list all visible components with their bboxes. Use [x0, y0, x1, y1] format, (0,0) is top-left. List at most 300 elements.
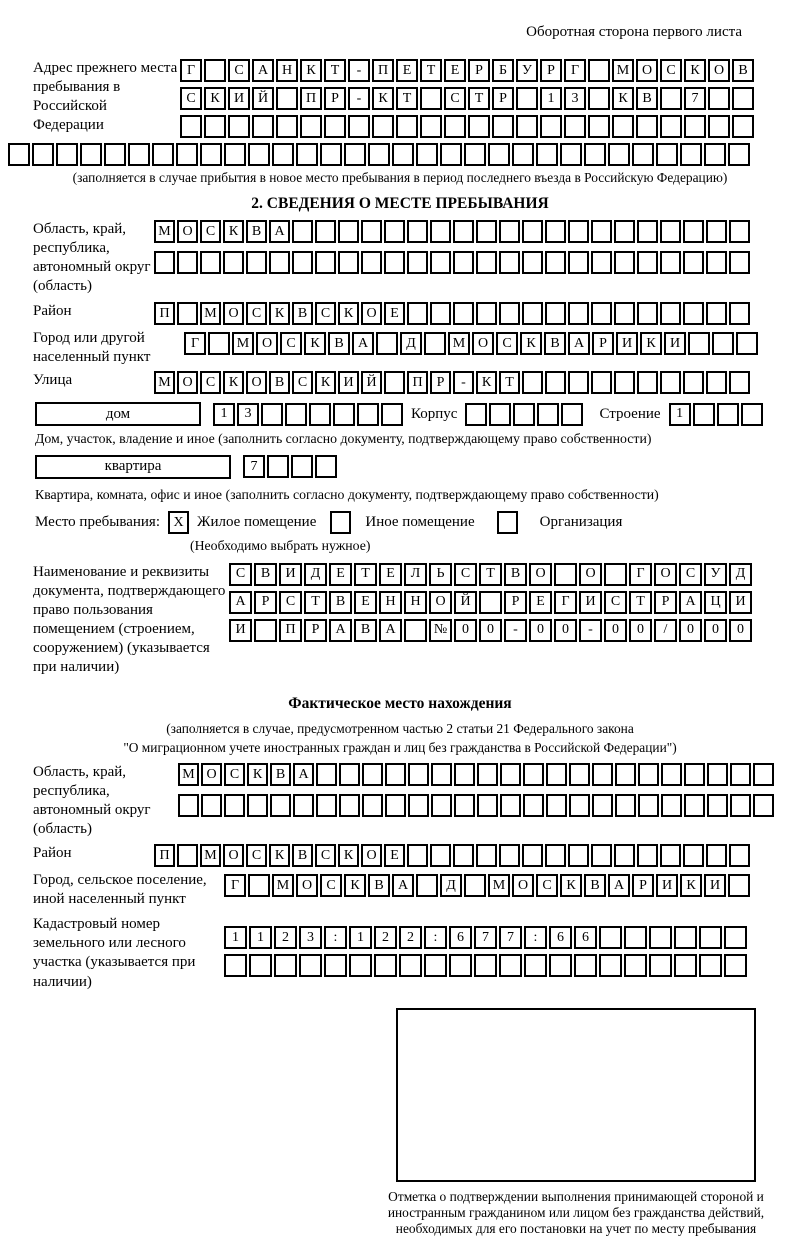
char-cell[interactable] [224, 954, 247, 977]
char-cell[interactable] [638, 794, 659, 817]
char-cell[interactable] [536, 143, 558, 166]
char-cell[interactable] [561, 403, 583, 426]
char-cell[interactable]: И [229, 619, 252, 642]
char-cell[interactable]: С [292, 371, 313, 394]
char-cell[interactable]: Р [654, 591, 677, 614]
char-cell[interactable] [453, 220, 474, 243]
document-row-2[interactable] [229, 591, 754, 614]
actual-district-row[interactable] [154, 844, 752, 867]
char-cell[interactable]: О [361, 302, 382, 325]
char-cell[interactable] [376, 332, 398, 355]
char-cell[interactable] [614, 220, 635, 243]
char-cell[interactable]: М [178, 763, 199, 786]
char-cell[interactable] [684, 763, 705, 786]
char-cell[interactable] [656, 143, 678, 166]
char-cell[interactable] [522, 220, 543, 243]
char-cell[interactable] [568, 251, 589, 274]
char-cell[interactable] [660, 220, 681, 243]
char-cell[interactable]: О [246, 371, 267, 394]
char-cell[interactable]: М [154, 220, 175, 243]
char-cell[interactable]: К [476, 371, 497, 394]
char-cell[interactable] [614, 251, 635, 274]
char-cell[interactable] [693, 403, 715, 426]
char-cell[interactable]: Т [420, 59, 442, 82]
char-cell[interactable] [637, 302, 658, 325]
char-cell[interactable]: Й [454, 591, 477, 614]
char-cell[interactable]: В [732, 59, 754, 82]
char-cell[interactable] [368, 143, 390, 166]
char-cell[interactable]: К [520, 332, 542, 355]
prev-address-row-1[interactable] [180, 59, 756, 82]
char-cell[interactable]: Т [499, 371, 520, 394]
char-cell[interactable] [408, 794, 429, 817]
char-cell[interactable]: К [269, 302, 290, 325]
char-cell[interactable] [154, 251, 175, 274]
char-cell[interactable]: Р [304, 619, 327, 642]
char-cell[interactable] [464, 143, 486, 166]
char-cell[interactable] [545, 371, 566, 394]
char-cell[interactable]: И [579, 591, 602, 614]
char-cell[interactable] [293, 794, 314, 817]
char-cell[interactable]: : [524, 926, 547, 949]
char-cell[interactable] [392, 143, 414, 166]
char-cell[interactable] [292, 251, 313, 274]
char-cell[interactable]: С [279, 591, 302, 614]
char-cell[interactable] [309, 403, 331, 426]
char-cell[interactable] [324, 115, 346, 138]
char-cell[interactable]: В [254, 563, 277, 586]
char-cell[interactable] [407, 251, 428, 274]
char-cell[interactable] [152, 143, 174, 166]
char-cell[interactable]: С [180, 87, 202, 110]
city-row[interactable] [184, 332, 760, 355]
char-cell[interactable] [261, 403, 283, 426]
char-cell[interactable]: С [229, 563, 252, 586]
char-cell[interactable] [636, 115, 658, 138]
char-cell[interactable] [276, 87, 298, 110]
char-cell[interactable]: М [200, 844, 221, 867]
char-cell[interactable] [223, 251, 244, 274]
char-cell[interactable] [637, 844, 658, 867]
char-cell[interactable]: К [223, 371, 244, 394]
char-cell[interactable] [474, 954, 497, 977]
char-cell[interactable]: А [568, 332, 590, 355]
char-cell[interactable]: 1 [249, 926, 272, 949]
char-cell[interactable]: Д [729, 563, 752, 586]
apartment-number-cells[interactable] [243, 455, 339, 478]
char-cell[interactable]: С [200, 371, 221, 394]
char-cell[interactable] [440, 143, 462, 166]
char-cell[interactable] [638, 763, 659, 786]
char-cell[interactable] [683, 302, 704, 325]
char-cell[interactable] [706, 844, 727, 867]
char-cell[interactable]: 6 [549, 926, 572, 949]
char-cell[interactable] [499, 251, 520, 274]
char-cell[interactable]: Г [554, 591, 577, 614]
char-cell[interactable]: 7 [499, 926, 522, 949]
char-cell[interactable] [615, 794, 636, 817]
char-cell[interactable]: С [320, 874, 342, 897]
char-cell[interactable] [416, 874, 438, 897]
char-cell[interactable] [430, 302, 451, 325]
char-cell[interactable] [420, 87, 442, 110]
char-cell[interactable] [374, 954, 397, 977]
char-cell[interactable] [706, 371, 727, 394]
char-cell[interactable] [660, 371, 681, 394]
char-cell[interactable]: 1 [349, 926, 372, 949]
char-cell[interactable] [299, 954, 322, 977]
char-cell[interactable] [729, 844, 750, 867]
char-cell[interactable]: 7 [243, 455, 265, 478]
char-cell[interactable]: П [279, 619, 302, 642]
char-cell[interactable]: Н [276, 59, 298, 82]
char-cell[interactable]: П [300, 87, 322, 110]
char-cell[interactable]: 0 [604, 619, 627, 642]
char-cell[interactable] [500, 763, 521, 786]
char-cell[interactable]: 3 [299, 926, 322, 949]
char-cell[interactable]: И [279, 563, 302, 586]
char-cell[interactable] [584, 143, 606, 166]
char-cell[interactable] [717, 403, 739, 426]
char-cell[interactable] [267, 455, 289, 478]
char-cell[interactable]: Е [379, 563, 402, 586]
char-cell[interactable] [707, 794, 728, 817]
char-cell[interactable]: Г [629, 563, 652, 586]
char-cell[interactable] [632, 143, 654, 166]
char-cell[interactable]: В [246, 220, 267, 243]
char-cell[interactable] [320, 143, 342, 166]
char-cell[interactable] [704, 143, 726, 166]
char-cell[interactable] [200, 251, 221, 274]
char-cell[interactable] [599, 926, 622, 949]
char-cell[interactable] [333, 403, 355, 426]
char-cell[interactable]: Т [396, 87, 418, 110]
char-cell[interactable] [361, 220, 382, 243]
char-cell[interactable]: Е [329, 563, 352, 586]
char-cell[interactable] [741, 403, 763, 426]
char-cell[interactable] [104, 143, 126, 166]
char-cell[interactable]: И [664, 332, 686, 355]
char-cell[interactable] [338, 220, 359, 243]
char-cell[interactable] [592, 794, 613, 817]
char-cell[interactable] [430, 220, 451, 243]
char-cell[interactable]: С [536, 874, 558, 897]
char-cell[interactable] [316, 763, 337, 786]
char-cell[interactable] [569, 763, 590, 786]
char-cell[interactable] [732, 115, 754, 138]
char-cell[interactable]: С [315, 302, 336, 325]
prev-address-row-4[interactable] [8, 143, 800, 166]
char-cell[interactable] [201, 794, 222, 817]
char-cell[interactable] [699, 926, 722, 949]
char-cell[interactable] [516, 115, 538, 138]
char-cell[interactable] [479, 591, 502, 614]
char-cell[interactable]: О [177, 371, 198, 394]
char-cell[interactable]: Р [492, 87, 514, 110]
char-cell[interactable] [32, 143, 54, 166]
char-cell[interactable] [300, 115, 322, 138]
char-cell[interactable]: Т [629, 591, 652, 614]
char-cell[interactable] [730, 794, 751, 817]
char-cell[interactable] [523, 763, 544, 786]
char-cell[interactable]: Г [184, 332, 206, 355]
char-cell[interactable] [660, 87, 682, 110]
char-cell[interactable]: С [315, 844, 336, 867]
char-cell[interactable] [545, 220, 566, 243]
char-cell[interactable] [500, 794, 521, 817]
char-cell[interactable] [316, 794, 337, 817]
char-cell[interactable]: О [296, 874, 318, 897]
char-cell[interactable] [315, 220, 336, 243]
char-cell[interactable]: Р [254, 591, 277, 614]
char-cell[interactable]: К [300, 59, 322, 82]
char-cell[interactable]: У [704, 563, 727, 586]
char-cell[interactable]: Е [444, 59, 466, 82]
char-cell[interactable]: С [660, 59, 682, 82]
char-cell[interactable] [615, 763, 636, 786]
char-cell[interactable] [614, 844, 635, 867]
char-cell[interactable] [516, 87, 538, 110]
char-cell[interactable] [270, 794, 291, 817]
char-cell[interactable] [80, 143, 102, 166]
char-cell[interactable]: М [272, 874, 294, 897]
char-cell[interactable] [545, 844, 566, 867]
char-cell[interactable] [728, 874, 750, 897]
char-cell[interactable] [568, 844, 589, 867]
char-cell[interactable] [468, 115, 490, 138]
char-cell[interactable] [706, 302, 727, 325]
char-cell[interactable] [732, 87, 754, 110]
char-cell[interactable]: Д [304, 563, 327, 586]
document-row-3[interactable] [229, 619, 754, 642]
char-cell[interactable]: П [154, 844, 175, 867]
char-cell[interactable]: Л [404, 563, 427, 586]
char-cell[interactable]: - [504, 619, 527, 642]
char-cell[interactable]: М [154, 371, 175, 394]
char-cell[interactable]: : [424, 926, 447, 949]
char-cell[interactable] [407, 220, 428, 243]
char-cell[interactable] [624, 926, 647, 949]
char-cell[interactable]: О [177, 220, 198, 243]
char-cell[interactable] [384, 251, 405, 274]
char-cell[interactable]: 1 [669, 403, 691, 426]
char-cell[interactable]: В [329, 591, 352, 614]
char-cell[interactable]: 7 [474, 926, 497, 949]
char-cell[interactable]: А [252, 59, 274, 82]
char-cell[interactable] [683, 844, 704, 867]
char-cell[interactable] [477, 763, 498, 786]
char-cell[interactable] [177, 844, 198, 867]
char-cell[interactable]: К [315, 371, 336, 394]
char-cell[interactable] [540, 115, 562, 138]
char-cell[interactable]: А [229, 591, 252, 614]
char-cell[interactable] [688, 332, 710, 355]
char-cell[interactable] [204, 115, 226, 138]
char-cell[interactable]: М [448, 332, 470, 355]
region-row-2[interactable] [154, 251, 752, 274]
char-cell[interactable] [178, 794, 199, 817]
char-cell[interactable] [315, 251, 336, 274]
char-cell[interactable]: К [372, 87, 394, 110]
char-cell[interactable]: 1 [213, 403, 235, 426]
char-cell[interactable] [477, 794, 498, 817]
char-cell[interactable]: И [704, 874, 726, 897]
char-cell[interactable] [224, 794, 245, 817]
char-cell[interactable]: О [654, 563, 677, 586]
char-cell[interactable] [674, 954, 697, 977]
char-cell[interactable] [661, 763, 682, 786]
char-cell[interactable]: О [529, 563, 552, 586]
char-cell[interactable] [660, 302, 681, 325]
char-cell[interactable]: К [344, 874, 366, 897]
char-cell[interactable] [248, 874, 270, 897]
char-cell[interactable] [545, 302, 566, 325]
char-cell[interactable] [453, 844, 474, 867]
char-cell[interactable] [604, 563, 627, 586]
char-cell[interactable]: Т [304, 591, 327, 614]
char-cell[interactable] [407, 302, 428, 325]
char-cell[interactable] [56, 143, 78, 166]
char-cell[interactable]: Р [592, 332, 614, 355]
char-cell[interactable] [546, 763, 567, 786]
char-cell[interactable]: 0 [704, 619, 727, 642]
char-cell[interactable] [522, 302, 543, 325]
char-cell[interactable]: С [280, 332, 302, 355]
char-cell[interactable]: П [407, 371, 428, 394]
char-cell[interactable]: С [604, 591, 627, 614]
char-cell[interactable] [291, 455, 313, 478]
prev-address-row-3[interactable] [180, 115, 756, 138]
char-cell[interactable] [683, 220, 704, 243]
char-cell[interactable] [228, 115, 250, 138]
char-cell[interactable] [408, 763, 429, 786]
char-cell[interactable]: И [228, 87, 250, 110]
cadastral-row-1[interactable] [224, 926, 749, 949]
char-cell[interactable] [661, 794, 682, 817]
char-cell[interactable]: С [200, 220, 221, 243]
char-cell[interactable]: И [338, 371, 359, 394]
char-cell[interactable] [431, 763, 452, 786]
char-cell[interactable]: К [612, 87, 634, 110]
char-cell[interactable]: М [232, 332, 254, 355]
cadastral-row-2[interactable] [224, 954, 749, 977]
char-cell[interactable] [177, 251, 198, 274]
char-cell[interactable]: А [392, 874, 414, 897]
char-cell[interactable] [315, 455, 337, 478]
char-cell[interactable] [407, 844, 428, 867]
char-cell[interactable]: О [512, 874, 534, 897]
char-cell[interactable] [728, 143, 750, 166]
char-cell[interactable]: К [640, 332, 662, 355]
char-cell[interactable] [296, 143, 318, 166]
char-cell[interactable]: О [361, 844, 382, 867]
char-cell[interactable] [424, 332, 446, 355]
stay-type-checkbox-other[interactable] [330, 511, 351, 534]
char-cell[interactable]: С [246, 844, 267, 867]
char-cell[interactable] [545, 251, 566, 274]
char-cell[interactable]: А [269, 220, 290, 243]
char-cell[interactable]: Г [180, 59, 202, 82]
char-cell[interactable] [680, 143, 702, 166]
char-cell[interactable] [608, 143, 630, 166]
char-cell[interactable] [249, 954, 272, 977]
char-cell[interactable] [180, 115, 202, 138]
char-cell[interactable] [592, 763, 613, 786]
char-cell[interactable]: Н [404, 591, 427, 614]
char-cell[interactable] [637, 251, 658, 274]
char-cell[interactable] [348, 115, 370, 138]
char-cell[interactable] [492, 115, 514, 138]
char-cell[interactable]: О [429, 591, 452, 614]
char-cell[interactable] [476, 251, 497, 274]
char-cell[interactable] [649, 926, 672, 949]
char-cell[interactable]: 7 [684, 87, 706, 110]
char-cell[interactable]: А [379, 619, 402, 642]
char-cell[interactable] [8, 143, 30, 166]
char-cell[interactable]: К [204, 87, 226, 110]
char-cell[interactable] [324, 954, 347, 977]
char-cell[interactable]: Р [540, 59, 562, 82]
char-cell[interactable]: 0 [454, 619, 477, 642]
stay-type-checkbox-organization[interactable] [497, 511, 518, 534]
char-cell[interactable] [537, 403, 559, 426]
char-cell[interactable] [554, 563, 577, 586]
char-cell[interactable] [200, 143, 222, 166]
char-cell[interactable]: В [368, 874, 390, 897]
char-cell[interactable] [404, 619, 427, 642]
char-cell[interactable] [177, 302, 198, 325]
char-cell[interactable]: - [348, 59, 370, 82]
char-cell[interactable]: А [293, 763, 314, 786]
char-cell[interactable]: В [328, 332, 350, 355]
char-cell[interactable] [424, 954, 447, 977]
char-cell[interactable] [476, 302, 497, 325]
char-cell[interactable]: Т [324, 59, 346, 82]
char-cell[interactable]: Е [396, 59, 418, 82]
char-cell[interactable] [591, 844, 612, 867]
char-cell[interactable] [637, 220, 658, 243]
char-cell[interactable]: 0 [729, 619, 752, 642]
char-cell[interactable] [362, 763, 383, 786]
char-cell[interactable]: П [154, 302, 175, 325]
char-cell[interactable] [416, 143, 438, 166]
char-cell[interactable] [591, 220, 612, 243]
char-cell[interactable]: К [269, 844, 290, 867]
char-cell[interactable] [381, 403, 403, 426]
stay-type-checkbox-residential[interactable]: X [168, 511, 189, 534]
char-cell[interactable] [564, 115, 586, 138]
char-cell[interactable] [276, 115, 298, 138]
char-cell[interactable] [372, 115, 394, 138]
char-cell[interactable] [549, 954, 572, 977]
char-cell[interactable]: - [579, 619, 602, 642]
char-cell[interactable] [274, 954, 297, 977]
char-cell[interactable] [612, 115, 634, 138]
prev-address-row-2[interactable] [180, 87, 756, 110]
char-cell[interactable]: 1 [540, 87, 562, 110]
char-cell[interactable] [708, 87, 730, 110]
char-cell[interactable] [344, 143, 366, 166]
char-cell[interactable] [224, 143, 246, 166]
char-cell[interactable]: Е [384, 302, 405, 325]
char-cell[interactable]: О [636, 59, 658, 82]
char-cell[interactable] [349, 954, 372, 977]
char-cell[interactable] [252, 115, 274, 138]
char-cell[interactable]: Т [354, 563, 377, 586]
char-cell[interactable] [614, 371, 635, 394]
char-cell[interactable]: - [453, 371, 474, 394]
char-cell[interactable] [512, 143, 534, 166]
